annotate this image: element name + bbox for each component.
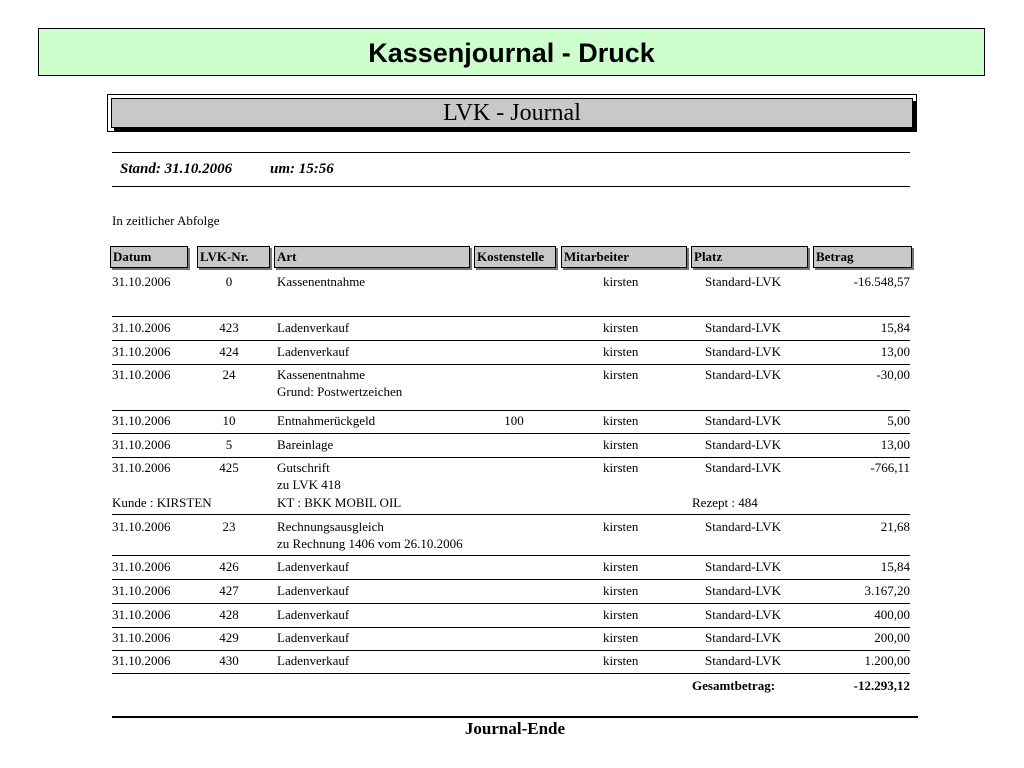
row-platz: Standard-LVK: [705, 367, 782, 382]
row-art-detail: zu Rechnung 1406 vom 26.10.2006: [277, 536, 463, 551]
row-mitarbeiter: kirsten: [603, 344, 639, 359]
column-header-platz: Platz: [691, 246, 808, 268]
row-art: Ladenverkauf: [277, 559, 350, 574]
row-art: Ladenverkauf: [277, 607, 350, 622]
row-art: Ladenverkauf: [277, 320, 350, 335]
row-platz: Standard-LVK: [705, 460, 782, 475]
row-art: Ladenverkauf: [277, 630, 350, 645]
row-datum: 31.10.2006: [112, 630, 171, 645]
row-nr: 427: [219, 583, 239, 598]
row-datum: 31.10.2006: [112, 583, 171, 598]
row-mitarbeiter: kirsten: [603, 559, 639, 574]
stand-time: um: 15:56: [270, 161, 334, 177]
table-row-divider: [112, 650, 910, 651]
row-art-detail: zu LVK 418: [277, 477, 341, 492]
row-nr: 0: [225, 274, 233, 289]
row-kst: 100: [504, 413, 524, 428]
row-art: Ladenverkauf: [277, 344, 350, 359]
row-betrag: 13,00: [880, 344, 910, 359]
row-betrag: 15,84: [880, 320, 910, 335]
column-header-datum: Datum: [110, 246, 188, 268]
row-art-detail: Grund: Postwertzeichen: [277, 384, 403, 399]
row-mitarbeiter: kirsten: [603, 460, 639, 475]
row-betrag: -16.548,57: [853, 274, 910, 289]
row-art: Rechnungsausgleich: [277, 519, 384, 534]
journal-end: Journal-Ende: [464, 719, 566, 738]
row-datum: 31.10.2006: [112, 460, 171, 475]
row-datum: 31.10.2006: [112, 437, 171, 452]
row-betrag: 13,00: [880, 437, 910, 452]
row-betrag: -766,11: [870, 460, 910, 475]
row-platz: Standard-LVK: [705, 344, 782, 359]
row-platz: Standard-LVK: [705, 559, 782, 574]
row-kunde: Kunde : KIRSTEN: [112, 495, 212, 510]
row-nr: 10: [222, 413, 236, 428]
row-mitarbeiter: kirsten: [603, 437, 639, 452]
total-value: -12.293,12: [853, 678, 910, 693]
row-datum: 31.10.2006: [112, 274, 171, 289]
row-mitarbeiter: kirsten: [603, 653, 639, 668]
row-datum: 31.10.2006: [112, 519, 171, 534]
row-kt: KT : BKK MOBIL OIL: [277, 495, 402, 510]
row-mitarbeiter: kirsten: [603, 519, 639, 534]
row-platz: Standard-LVK: [705, 413, 782, 428]
column-header-lvk-nr: LVK-Nr.: [197, 246, 270, 268]
row-platz: Standard-LVK: [705, 583, 782, 598]
row-art: Entnahmerückgeld: [277, 413, 376, 428]
row-datum: 31.10.2006: [112, 653, 171, 668]
journal-header: [107, 94, 917, 132]
row-datum: 31.10.2006: [112, 344, 171, 359]
row-betrag: 200,00: [874, 630, 910, 645]
row-platz: Standard-LVK: [705, 653, 782, 668]
column-header-kostenstelle: Kostenstelle: [474, 246, 556, 268]
row-datum: 31.10.2006: [112, 320, 171, 335]
row-betrag: 15,84: [880, 559, 910, 574]
row-betrag: 1.200,00: [864, 653, 910, 668]
row-nr: 423: [219, 320, 239, 335]
row-nr: 429: [219, 630, 239, 645]
row-nr: 24: [222, 367, 236, 382]
row-nr: 426: [219, 559, 239, 574]
table-row-divider: [112, 673, 910, 674]
table-row-divider: [112, 627, 910, 628]
table-row-divider: [112, 514, 910, 515]
row-art: Bareinlage: [277, 437, 334, 452]
row-mitarbeiter: kirsten: [603, 413, 639, 428]
row-datum: 31.10.2006: [112, 607, 171, 622]
table-row-divider: [112, 603, 910, 604]
table-row-divider: [112, 579, 910, 580]
row-betrag: -30,00: [876, 367, 910, 382]
row-mitarbeiter: kirsten: [603, 274, 639, 289]
row-nr: 424: [219, 344, 239, 359]
journal-title: LVK - Journal: [111, 98, 913, 128]
row-art: Ladenverkauf: [277, 583, 350, 598]
row-mitarbeiter: kirsten: [603, 583, 639, 598]
row-platz: Standard-LVK: [705, 607, 782, 622]
table-row-divider: [112, 316, 910, 317]
table-row-divider: [112, 555, 910, 556]
row-nr: 428: [219, 607, 239, 622]
divider-stand: [112, 186, 910, 187]
row-platz: Standard-LVK: [705, 320, 782, 335]
row-nr: 5: [225, 437, 233, 452]
row-mitarbeiter: kirsten: [603, 320, 639, 335]
row-mitarbeiter: kirsten: [603, 630, 639, 645]
footer-divider: [112, 716, 918, 718]
column-header-art: Art: [274, 246, 470, 268]
row-datum: 31.10.2006: [112, 559, 171, 574]
row-betrag: 3.167,20: [864, 583, 910, 598]
divider-top: [112, 152, 910, 153]
row-rezept: Rezept : 484: [692, 495, 758, 510]
row-platz: Standard-LVK: [705, 519, 782, 534]
row-art: Gutschrift: [277, 460, 330, 475]
row-mitarbeiter: kirsten: [603, 607, 639, 622]
row-art: Kassenentnahme: [277, 274, 366, 289]
row-nr: 23: [222, 519, 236, 534]
order-note: In zeitlicher Abfolge: [112, 213, 220, 228]
row-mitarbeiter: kirsten: [603, 367, 639, 382]
row-nr: 425: [219, 460, 239, 475]
slide-title: Kassenjournal - Druck: [38, 28, 985, 76]
row-platz: Standard-LVK: [705, 437, 782, 452]
table-row-divider: [112, 364, 910, 365]
column-header-mitarbeiter: Mitarbeiter: [561, 246, 687, 268]
stand-date: Stand: 31.10.2006: [120, 161, 233, 177]
row-platz: Standard-LVK: [705, 630, 782, 645]
table-row-divider: [112, 457, 910, 458]
row-platz: Standard-LVK: [705, 274, 782, 289]
table-row-divider: [112, 433, 910, 434]
column-header-betrag: Betrag: [813, 246, 912, 268]
row-art: Ladenverkauf: [277, 653, 350, 668]
row-betrag: 5,00: [887, 413, 910, 428]
row-nr: 430: [219, 653, 239, 668]
row-betrag: 400,00: [874, 607, 910, 622]
row-datum: 31.10.2006: [112, 413, 171, 428]
table-row-divider: [112, 340, 910, 341]
total-label: Gesamtbetrag:: [692, 678, 776, 693]
row-datum: 31.10.2006: [112, 367, 171, 382]
row-betrag: 21,68: [880, 519, 910, 534]
table-row-divider: [112, 410, 910, 411]
row-art: Kassenentnahme: [277, 367, 366, 382]
